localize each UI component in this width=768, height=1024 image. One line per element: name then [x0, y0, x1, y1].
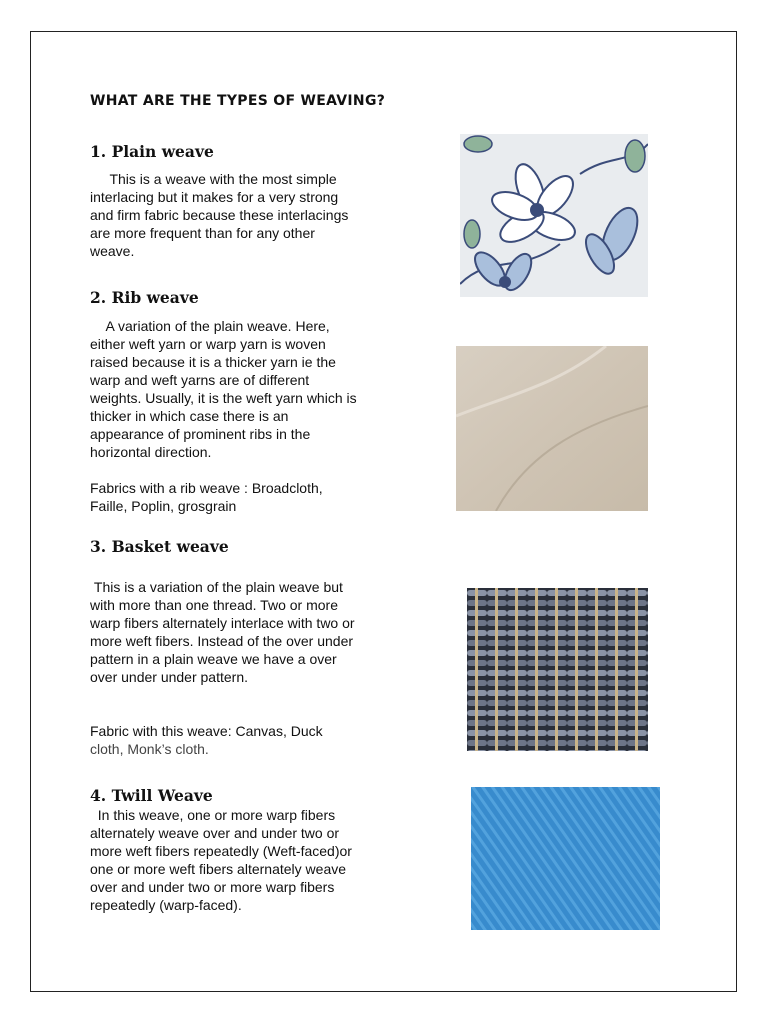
paragraph-basket-weave: This is a variation of the plain weave but with more than one thread. Two or more warp fibers alternately interlace with two or more weft fibers. Instead of the over under pattern in a plain weave we have a over over under under pattern.: [90, 579, 355, 685]
fabric-list-prefix: Fabric with this weave: Canvas, Duck: [90, 723, 323, 739]
paragraph-rib-weave: A variation of the plain weave. Here, either weft yarn or warp yarn is woven raised because it is a thicker yarn ie the warp and weft yarns are of different weights. Usually, it is the weft yarn which is thicker in which case there is an appearance of prominent ribs in the horizontal direction.: [90, 318, 357, 460]
heading-basket-weave: 3. Basket weave: [90, 537, 229, 556]
floral-print-fabric-image: [460, 134, 648, 297]
paragraph-basket-weave-fabrics: [90, 722, 362, 758]
denim-twill-fabric-image: [471, 787, 660, 930]
heading-rib-weave: 2. Rib weave: [90, 288, 199, 307]
page-title: WHAT ARE THE TYPES OF WEAVING?: [90, 93, 386, 109]
paragraph-plain-weave: This is a weave with the most simple interlacing but it makes for a very strong and firm fabric because these interlacings are more frequent than for any other weave.: [90, 171, 349, 259]
heading-plain-weave: 1. Plain weave: [90, 142, 214, 161]
beige-linen-fabric-image: [456, 346, 648, 511]
fabric-list-suffix: cloth, Monk’s cloth.: [90, 741, 209, 757]
paragraph-twill-weave: In this weave, one or more warp fibers alternately weave over and under two or more weft fibers repeatedly (Weft-faced)or one or more weft fibers alternately weave over and under two or more warp fibers repeatedly (warp-faced).: [90, 807, 352, 913]
paragraph-rib-weave-fabrics: Fabrics with a rib weave : Broadcloth, Faille, Poplin, grosgrain: [90, 480, 323, 514]
heading-twill-weave: 4. Twill Weave: [90, 786, 213, 805]
basket-weave-texture-image: [467, 588, 648, 751]
